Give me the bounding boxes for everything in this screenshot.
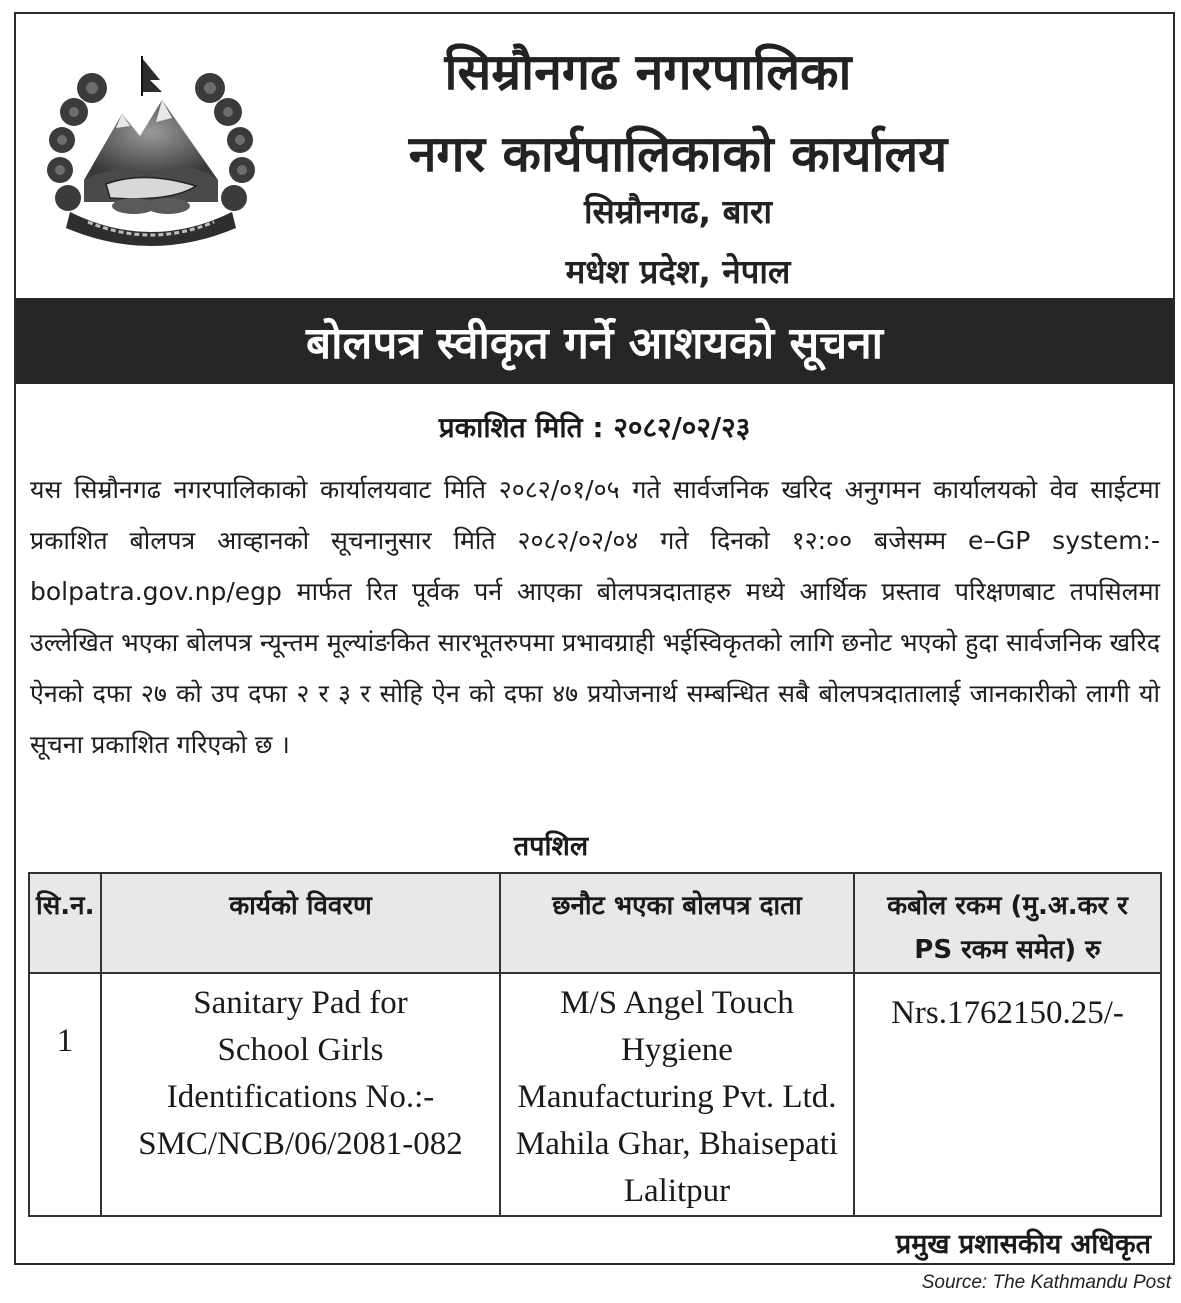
nepal-emblem-icon xyxy=(44,52,258,252)
notice-body: यस सिम्रौनगढ नगरपालिकाको कार्यालयवाट मिति २०८२/०१/०५ गते सार्वजनिक खरिद अनुगमन कार्यालयको वेव साईटमा प्रकाशित बोलपत्र आव्हानको सूचनानुसार मिति २०८२/०२/०४ गते दिनको १२:०० बजेसम्म e–GP system:- bolpatra.gov.np/egp मार्फत रित पूर्वक पर्न आएका बोलपत्रदाताहरु मध्ये आर्थिक प्रस्ताव परिक्षणबाट तपसिलमा उल्लेखित भएका बोलपत्र न्यून्तम मूल्यांङकित सारभूतरुपमा प्रभावग्राही भईस्विकृतको लागि छनोट भएको हुदा सार्वजनिक खरिद ऐनको दफा २७ को उप दफा २ र ३ र सोहि ऐन को दफा ४७ प्रयोजनार्थ सम्बन्धित सबै बोलपत्रदातालाई जानकारीको लागी यो सूचना प्रकाशित गरिएको छ । xyxy=(30,475,1160,759)
bidder-line: Mahila Ghar, Bhaisepati xyxy=(515,1126,839,1162)
bidder-line: Lalitpur xyxy=(623,1173,731,1209)
row-description xyxy=(101,973,500,1216)
bidder-line: M/S Angel Touch xyxy=(560,985,794,1021)
header-amount-line1: कबोल रकम (मु.अ.कर र xyxy=(887,891,1128,921)
description-line: School Girls xyxy=(217,1032,384,1068)
publication-date xyxy=(16,408,1173,446)
bid-table xyxy=(28,872,1162,1217)
notice-title: बोलपत्र स्वीकृत गर्ने आशयको सूचना xyxy=(16,298,1173,384)
description-line: Sanitary Pad for xyxy=(193,985,408,1021)
row-bidder xyxy=(500,973,854,1216)
header-sn: सि.न. xyxy=(29,873,101,973)
description-line: SMC/NCB/06/2081-082 xyxy=(138,1126,463,1162)
table-header-row xyxy=(29,873,1161,973)
publication-date-label: प्रकाशित मिति : xyxy=(438,411,604,444)
province-country: मधेश प्रदेश, नेपाल xyxy=(565,252,791,291)
municipality-name: सिम्रौनगढ नगरपालिका xyxy=(444,43,852,101)
row-amount: Nrs.1762150.25/- xyxy=(854,973,1161,1216)
header-bidder: छनौट भएका बोलपत्र दाता xyxy=(500,873,854,973)
signature-title: प्रमुख प्रशासकीय अधिकृत xyxy=(895,1229,1151,1260)
row-sn: 1 xyxy=(29,973,101,1216)
header-amount xyxy=(854,873,1161,973)
office-address: सिम्रौनगढ, बारा xyxy=(583,192,773,231)
schedule-heading: तपशिल xyxy=(513,831,589,862)
header-amount-line2: PS रकम समेत) रु xyxy=(914,935,1101,965)
publication-date-value: २०८२/०२/२३ xyxy=(613,411,751,444)
office-name: नगर कार्यपालिकाको कार्यालय xyxy=(408,125,948,183)
bidder-line: Manufacturing Pvt. Ltd. xyxy=(517,1079,837,1115)
header-description: कार्यको विवरण xyxy=(101,873,500,973)
table-row xyxy=(29,973,1161,1216)
source-credit: Source: The Kathmandu Post xyxy=(921,1272,1171,1293)
notice-frame xyxy=(14,12,1175,1265)
bidder-line: Hygiene xyxy=(621,1032,733,1068)
description-line: Identifications No.:- xyxy=(166,1079,435,1115)
